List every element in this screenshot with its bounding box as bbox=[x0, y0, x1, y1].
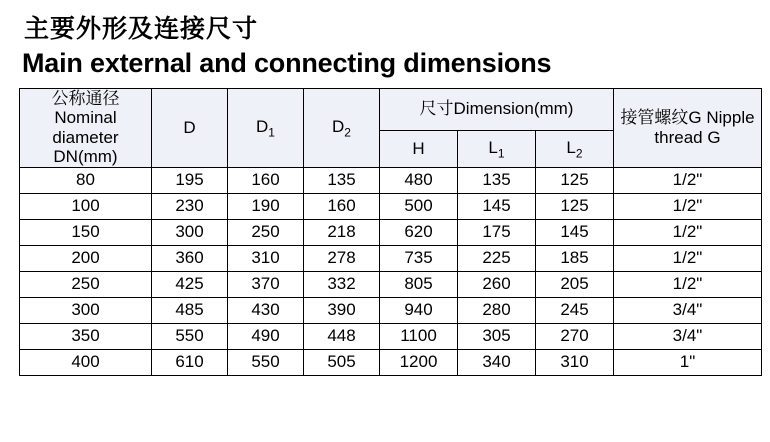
cell-d1: 430 bbox=[228, 297, 304, 323]
column-header-l1-sub: 1 bbox=[497, 146, 505, 161]
nominal-diameter-english-2: diameter bbox=[52, 127, 119, 147]
column-header-d2 bbox=[304, 88, 380, 167]
cell-dn: 300 bbox=[20, 297, 152, 323]
cell-d1: 190 bbox=[228, 193, 304, 219]
cell-l1: 225 bbox=[458, 245, 536, 271]
column-header-d2-sub: 2 bbox=[344, 125, 351, 140]
cell-d1: 490 bbox=[228, 323, 304, 349]
cell-d1: 370 bbox=[228, 271, 304, 297]
cell-dn: 200 bbox=[20, 245, 152, 271]
cell-l2: 185 bbox=[536, 245, 614, 271]
cell-d2: 218 bbox=[304, 219, 380, 245]
cell-d1: 550 bbox=[228, 349, 304, 375]
cell-l2: 205 bbox=[536, 271, 614, 297]
cell-l2: 310 bbox=[536, 349, 614, 375]
nominal-diameter-english-3: DN(mm) bbox=[53, 147, 118, 167]
cell-h: 1200 bbox=[380, 349, 458, 375]
cell-d2: 390 bbox=[304, 297, 380, 323]
cell-g: 1" bbox=[614, 349, 762, 375]
cell-g: 1/2" bbox=[614, 245, 762, 271]
page-title-english: Main external and connecting dimensions bbox=[22, 48, 552, 79]
column-header-d1 bbox=[228, 88, 304, 167]
table-body bbox=[20, 167, 762, 375]
cell-d: 550 bbox=[152, 323, 228, 349]
cell-h: 620 bbox=[380, 219, 458, 245]
cell-d: 610 bbox=[152, 349, 228, 375]
column-header-d: D bbox=[152, 88, 228, 167]
nipple-thread-english-2: thread G bbox=[654, 127, 721, 147]
cell-d2: 332 bbox=[304, 271, 380, 297]
table-row bbox=[20, 271, 762, 297]
cell-l1: 135 bbox=[458, 167, 536, 193]
cell-d2: 505 bbox=[304, 349, 380, 375]
table-row bbox=[20, 297, 762, 323]
nipple-thread-english-1: Nipple bbox=[706, 108, 755, 128]
cell-h: 500 bbox=[380, 193, 458, 219]
cell-l1: 260 bbox=[458, 271, 536, 297]
cell-l2: 125 bbox=[536, 167, 614, 193]
cell-d2: 135 bbox=[304, 167, 380, 193]
cell-h: 805 bbox=[380, 271, 458, 297]
cell-h: 940 bbox=[380, 297, 458, 323]
table-row bbox=[20, 219, 762, 245]
cell-l1: 305 bbox=[458, 323, 536, 349]
table-header-row-1 bbox=[20, 88, 762, 130]
cell-d: 230 bbox=[152, 193, 228, 219]
cell-l2: 145 bbox=[536, 219, 614, 245]
cell-g: 1/2" bbox=[614, 193, 762, 219]
column-header-l2 bbox=[536, 130, 614, 167]
nominal-diameter-english-1: Nominal bbox=[54, 108, 117, 128]
cell-dn: 80 bbox=[20, 167, 152, 193]
table-row bbox=[20, 349, 762, 375]
cell-dn: 400 bbox=[20, 349, 152, 375]
cell-l1: 175 bbox=[458, 219, 536, 245]
column-header-h: H bbox=[380, 130, 458, 167]
cell-g: 1/2" bbox=[614, 167, 762, 193]
column-header-d1-sub: 1 bbox=[268, 125, 275, 140]
cell-g: 1/2" bbox=[614, 219, 762, 245]
column-header-l1-base: L bbox=[488, 138, 498, 158]
column-header-d1-base: D bbox=[256, 117, 269, 137]
page-title-chinese: 主要外形及连接尺寸 bbox=[24, 15, 259, 43]
cell-d: 425 bbox=[152, 271, 228, 297]
column-header-dimension-group: 尺寸Dimension(mm) bbox=[380, 88, 614, 130]
cell-d1: 250 bbox=[228, 219, 304, 245]
cell-dn: 150 bbox=[20, 219, 152, 245]
table-row bbox=[20, 245, 762, 271]
cell-l1: 145 bbox=[458, 193, 536, 219]
cell-l2: 125 bbox=[536, 193, 614, 219]
cell-dn: 250 bbox=[20, 271, 152, 297]
column-header-d2-base: D bbox=[332, 117, 345, 137]
cell-g: 3/4" bbox=[614, 297, 762, 323]
cell-dn: 100 bbox=[20, 193, 152, 219]
cell-g: 1/2" bbox=[614, 271, 762, 297]
cell-h: 735 bbox=[380, 245, 458, 271]
cell-d: 360 bbox=[152, 245, 228, 271]
cell-dn: 350 bbox=[20, 323, 152, 349]
cell-g: 3/4" bbox=[614, 323, 762, 349]
table-header bbox=[20, 88, 762, 167]
cell-h: 1100 bbox=[380, 323, 458, 349]
table-row bbox=[20, 193, 762, 219]
column-header-nominal-diameter bbox=[20, 88, 152, 167]
cell-d1: 310 bbox=[228, 245, 304, 271]
dimensions-table bbox=[19, 88, 762, 376]
cell-l2: 245 bbox=[536, 297, 614, 323]
table-row bbox=[20, 323, 762, 349]
cell-l1: 340 bbox=[458, 349, 536, 375]
cell-d: 485 bbox=[152, 297, 228, 323]
cell-d: 300 bbox=[152, 219, 228, 245]
column-header-l2-base: L bbox=[566, 138, 576, 158]
column-header-l2-sub: 2 bbox=[575, 146, 583, 161]
cell-d2: 160 bbox=[304, 193, 380, 219]
cell-l2: 270 bbox=[536, 323, 614, 349]
nominal-diameter-chinese: 公称通径 bbox=[51, 88, 120, 108]
cell-l1: 280 bbox=[458, 297, 536, 323]
cell-h: 480 bbox=[380, 167, 458, 193]
cell-d: 195 bbox=[152, 167, 228, 193]
nipple-thread-chinese: 接管螺纹G bbox=[620, 108, 702, 128]
column-header-l1 bbox=[458, 130, 536, 167]
column-header-nipple-thread bbox=[614, 88, 762, 167]
table-row bbox=[20, 167, 762, 193]
cell-d1: 160 bbox=[228, 167, 304, 193]
cell-d2: 278 bbox=[304, 245, 380, 271]
cell-d2: 448 bbox=[304, 323, 380, 349]
